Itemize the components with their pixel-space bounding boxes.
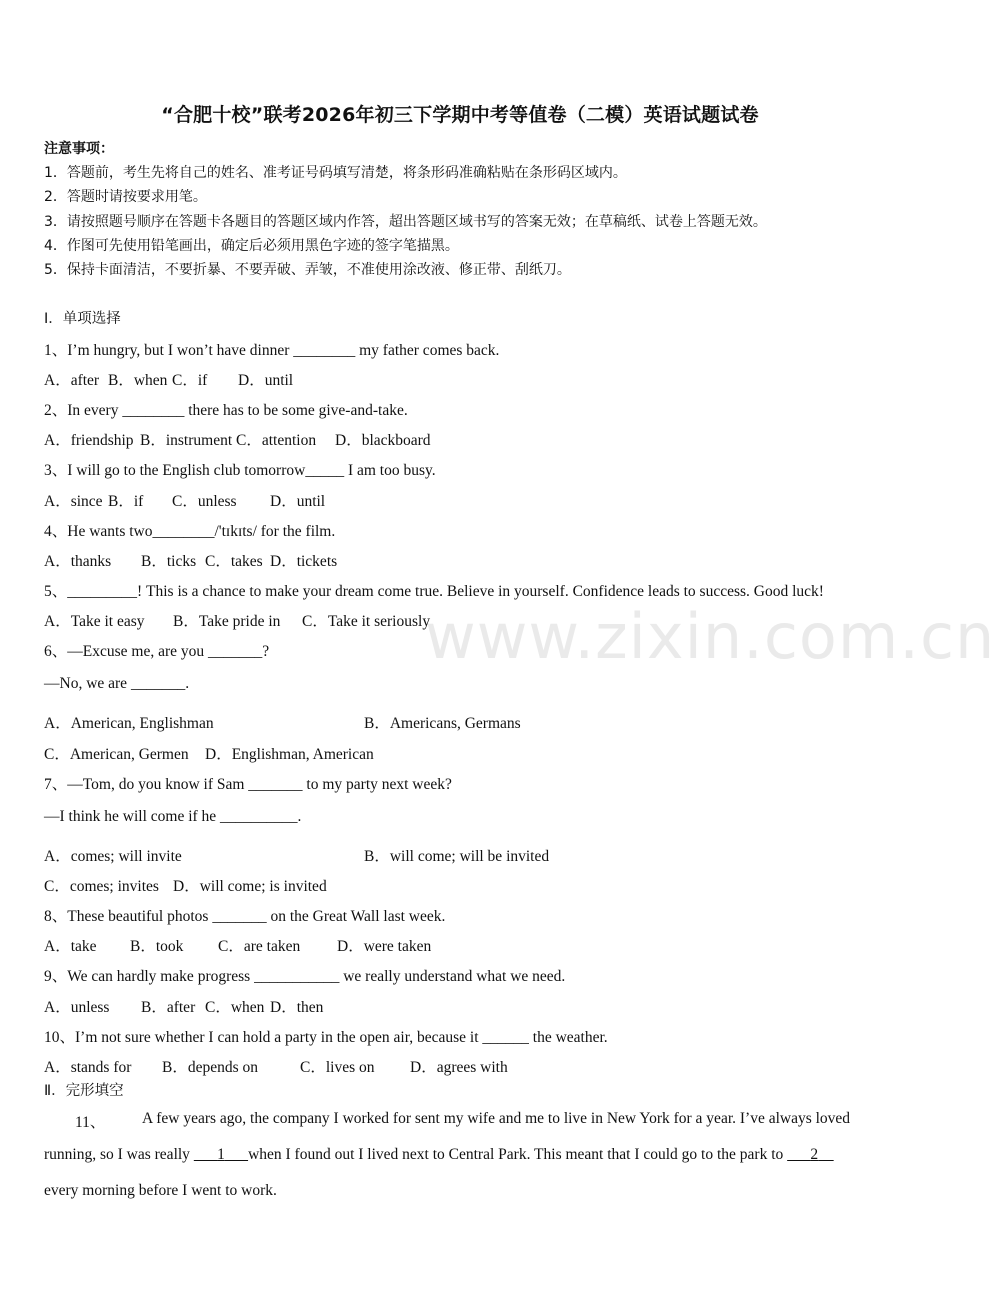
option-b[interactable]: B．if: [108, 493, 144, 510]
option-d[interactable]: D．until: [238, 372, 294, 389]
option-c[interactable]: C．takes: [205, 553, 263, 570]
question-stem: 5、_________! This is a chance to make your dream come true. Believe in yourself. Confidence leads to success. Good luck!: [44, 583, 824, 600]
option-d[interactable]: D．blackboard: [335, 432, 431, 449]
notice-item: 2．答题时请按要求用笔。: [44, 189, 207, 205]
option-a[interactable]: A．thanks: [44, 553, 112, 570]
option-a[interactable]: A．friendship: [44, 432, 134, 449]
option-d[interactable]: D．agrees with: [410, 1059, 508, 1076]
option-c[interactable]: C．if: [172, 372, 208, 389]
option-c[interactable]: C．attention: [236, 432, 317, 449]
option-a[interactable]: A．stands for: [44, 1059, 132, 1076]
passage-line: every morning before I went to work.: [44, 1182, 277, 1199]
option-a[interactable]: A．Take it easy: [44, 613, 145, 630]
option-c[interactable]: C．lives on: [300, 1059, 375, 1076]
option-b[interactable]: B．ticks: [141, 553, 197, 570]
option-b[interactable]: B．when: [108, 372, 168, 389]
question-stem: 1、I’m hungry, but I won’t have dinner ________ my father comes back.: [44, 342, 500, 359]
notice-item: 1．答题前，考生先将自己的姓名、准考证号码填写清楚，将条形码准确粘贴在条形码区域内。: [44, 165, 627, 181]
option-c[interactable]: C．are taken: [218, 938, 301, 955]
blank-number: 2: [810, 1146, 819, 1163]
section-title-cloze: Ⅱ．完形填空: [44, 1083, 124, 1099]
passage-text: running, so I was really: [44, 1146, 194, 1163]
option-c[interactable]: C．comes; invites: [44, 878, 159, 895]
notice-item: 3．请按照题号顺序在答题卡各题目的答题区域内作答，超出答题区域书写的答案无效；在草稿纸、试卷上答题无效。: [44, 214, 767, 230]
question-reply: —No, we are _______.: [44, 675, 190, 692]
question-reply: —I think he will come if he __________.: [44, 808, 302, 825]
option-b[interactable]: B．depends on: [162, 1059, 259, 1076]
passage-text: when I found out I lived next to Central Park. This meant that I could go to the park to: [248, 1146, 788, 1163]
passage-line: [44, 1146, 894, 1164]
page-title: “合肥十校”联考2026年初三下学期中考等值卷（二模）英语试题试卷: [161, 104, 759, 126]
option-d[interactable]: D．then: [270, 999, 324, 1016]
question-stem: 8、These beautiful photos _______ on the Great Wall last week.: [44, 908, 446, 925]
option-b[interactable]: B．instrument: [140, 432, 233, 449]
option-b[interactable]: B．will come; will be invited: [364, 848, 550, 865]
question-stem: 3、I will go to the English club tomorrow_____ I am too busy.: [44, 462, 436, 479]
option-a[interactable]: A．comes; will invite: [44, 848, 182, 865]
option-b[interactable]: B．after: [141, 999, 196, 1016]
question-stem: 6、—Excuse me, are you _______?: [44, 643, 270, 660]
option-d[interactable]: D．Englishman, American: [205, 746, 374, 763]
passage-line: A few years ago, the company I worked for sent my wife and me to live in New York for a year. I’ve always loved: [142, 1110, 851, 1127]
option-a[interactable]: A．American, Englishman: [44, 715, 214, 732]
option-d[interactable]: D．until: [270, 493, 326, 510]
option-b[interactable]: B．took: [130, 938, 184, 955]
watermark: www.zixin.com.cn: [425, 600, 995, 673]
option-d[interactable]: D．were taken: [337, 938, 432, 955]
passage-number: 11、: [75, 1114, 106, 1131]
question-stem: 2、In every ________ there has to be some give-and-take.: [44, 402, 408, 419]
option-a[interactable]: A．since: [44, 493, 103, 510]
option-a[interactable]: A．unless: [44, 999, 110, 1016]
notice-heading: 注意事项：: [44, 141, 114, 157]
blank-2[interactable]: [787, 1146, 834, 1163]
notice-item: 4．作图可先使用铅笔画出，确定后必须用黑色字迹的签字笔描黑。: [44, 238, 459, 254]
blank-1[interactable]: [194, 1146, 248, 1163]
section-title-single-choice: Ⅰ．单项选择: [44, 311, 121, 327]
question-stem: 4、He wants two________/'tɪkɪts/ for the film.: [44, 523, 336, 540]
option-c[interactable]: C．American, Germen: [44, 746, 189, 763]
option-a[interactable]: A．take: [44, 938, 97, 955]
notice-item: 5．保持卡面清洁，不要折暴、不要弄破、弄皱，不准使用涂改液、修正带、刮纸刀。: [44, 262, 571, 278]
option-c[interactable]: C．Take it seriously: [302, 613, 431, 630]
question-stem: 9、We can hardly make progress ___________ we really understand what we need.: [44, 968, 566, 985]
blank-number: 1: [217, 1146, 225, 1163]
option-d[interactable]: D．tickets: [270, 553, 338, 570]
question-stem: 10、I’m not sure whether I can hold a party in the open air, because it ______ the weather.: [44, 1029, 608, 1046]
option-b[interactable]: B．Americans, Germans: [364, 715, 521, 732]
option-b[interactable]: B．Take pride in: [173, 613, 281, 630]
question-stem: 7、—Tom, do you know if Sam _______ to my party next week?: [44, 776, 452, 793]
option-d[interactable]: D．will come; is invited: [173, 878, 327, 895]
option-c[interactable]: C．when: [205, 999, 265, 1016]
option-c[interactable]: C．unless: [172, 493, 237, 510]
option-a[interactable]: A．after: [44, 372, 100, 389]
